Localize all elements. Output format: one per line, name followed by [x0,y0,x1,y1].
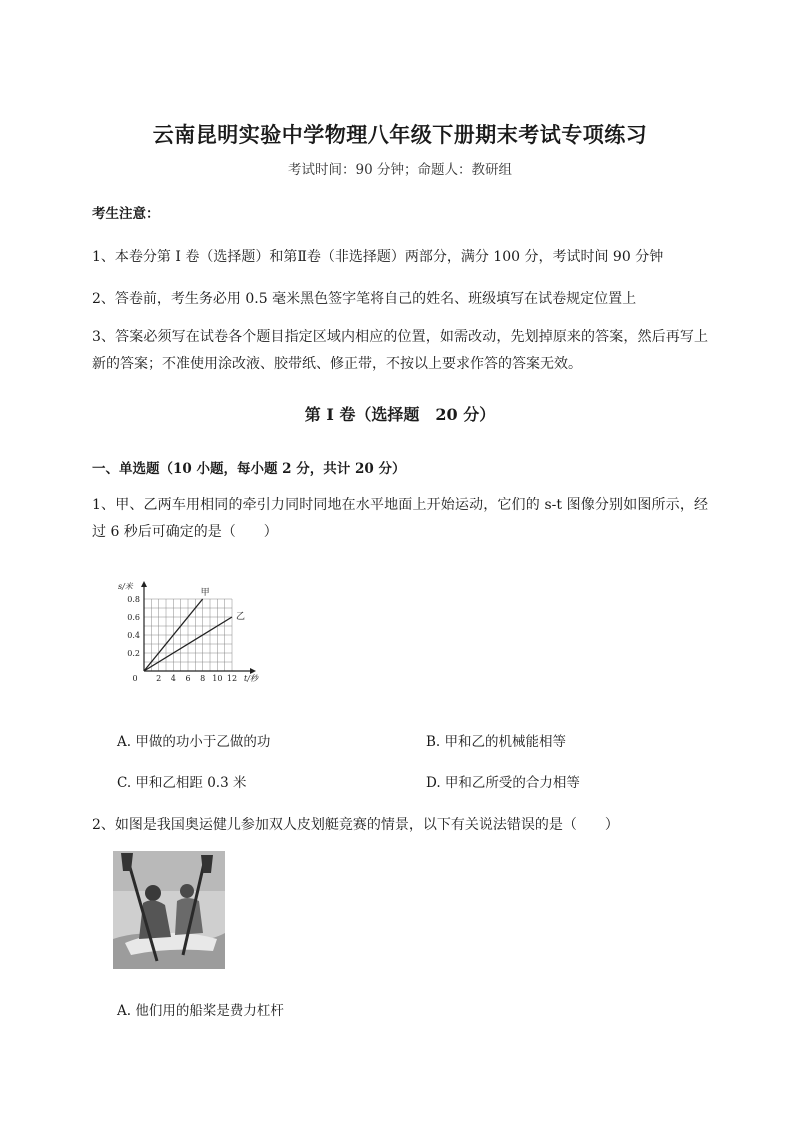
question-2-stem: 2、如图是我国奥运健儿参加双人皮划艇竞赛的情景，以下有关说法错误的是（ ） [92,817,619,833]
notice-heading: 考生注意： [92,206,160,222]
y-axis-label: s/米 [118,582,133,591]
page-title: 云南昆明实验中学物理八年级下册期末考试专项练习 [152,122,648,147]
y-tick-label: 0.2 [127,649,140,658]
graph-labels [118,582,260,683]
y-axis-arrow [141,581,147,587]
q1-option-b[interactable]: B. 甲和乙的机械能相等 [426,734,567,750]
series-label-2: 乙 [236,612,246,622]
notice-item-2: 2、答卷前，考生务必用 0.5 毫米黑色签字笔将自己的姓名、班级填写在试卷规定位置上 [92,291,637,307]
part-heading: 一、单选题（10 小题，每小题 2 分，共计 20 分） [92,461,406,477]
q2-option-a[interactable]: A. 他们用的船桨是费力杠杆 [117,1003,284,1019]
q1-option-d[interactable]: D. 甲和乙所受的合力相等 [426,775,580,791]
x-tick-label: 10 [212,674,223,683]
x-tick-label: 4 [170,674,176,683]
x-tick-label: 0 [132,674,138,683]
q1-option-c[interactable]: C. 甲和乙相距 0.3 米 [117,775,247,791]
y-tick-label: 0.8 [127,595,140,604]
graph-grid [144,599,232,671]
graph-axes [141,581,256,674]
x-tick-label: 8 [200,674,206,683]
series-label-1: 甲 [200,588,210,598]
x-axis-label: t/秒 [244,674,258,683]
exam-info: 考试时间：90 分钟；命题人：教研组 [288,162,512,178]
notice-item-1: 1、本卷分第 I 卷（选择题）和第Ⅱ卷（非选择题）两部分，满分 100 分，考试时间 90 分钟 [92,249,664,265]
question-1-stem: 1、甲、乙两车用相同的牵引力同时同地在水平地面上开始运动，它们的 s-t 图像分别如图所示，经过 6 秒后可确定的是（ ） [92,497,708,540]
kayak-photo [113,851,225,969]
section-title: 第 I 卷（选择题 20 分） [304,405,496,424]
y-tick-label: 0.6 [127,613,140,622]
x-tick-label: 2 [156,674,162,683]
x-tick-label: 12 [226,674,238,683]
st-graph [110,575,280,690]
notice-item-3: 3、答案必须写在试卷各个题目指定区域内相应的位置，如需改动，先划掉原来的答案，然后再写上新的答案；不准使用涂改液、胶带纸、修正带，不按以上要求作答的答案无效。 [92,329,708,372]
x-tick-label: 6 [185,674,191,683]
q1-option-a[interactable]: A. 甲做的功小于乙做的功 [117,734,271,750]
y-tick-label: 0.4 [127,631,140,640]
